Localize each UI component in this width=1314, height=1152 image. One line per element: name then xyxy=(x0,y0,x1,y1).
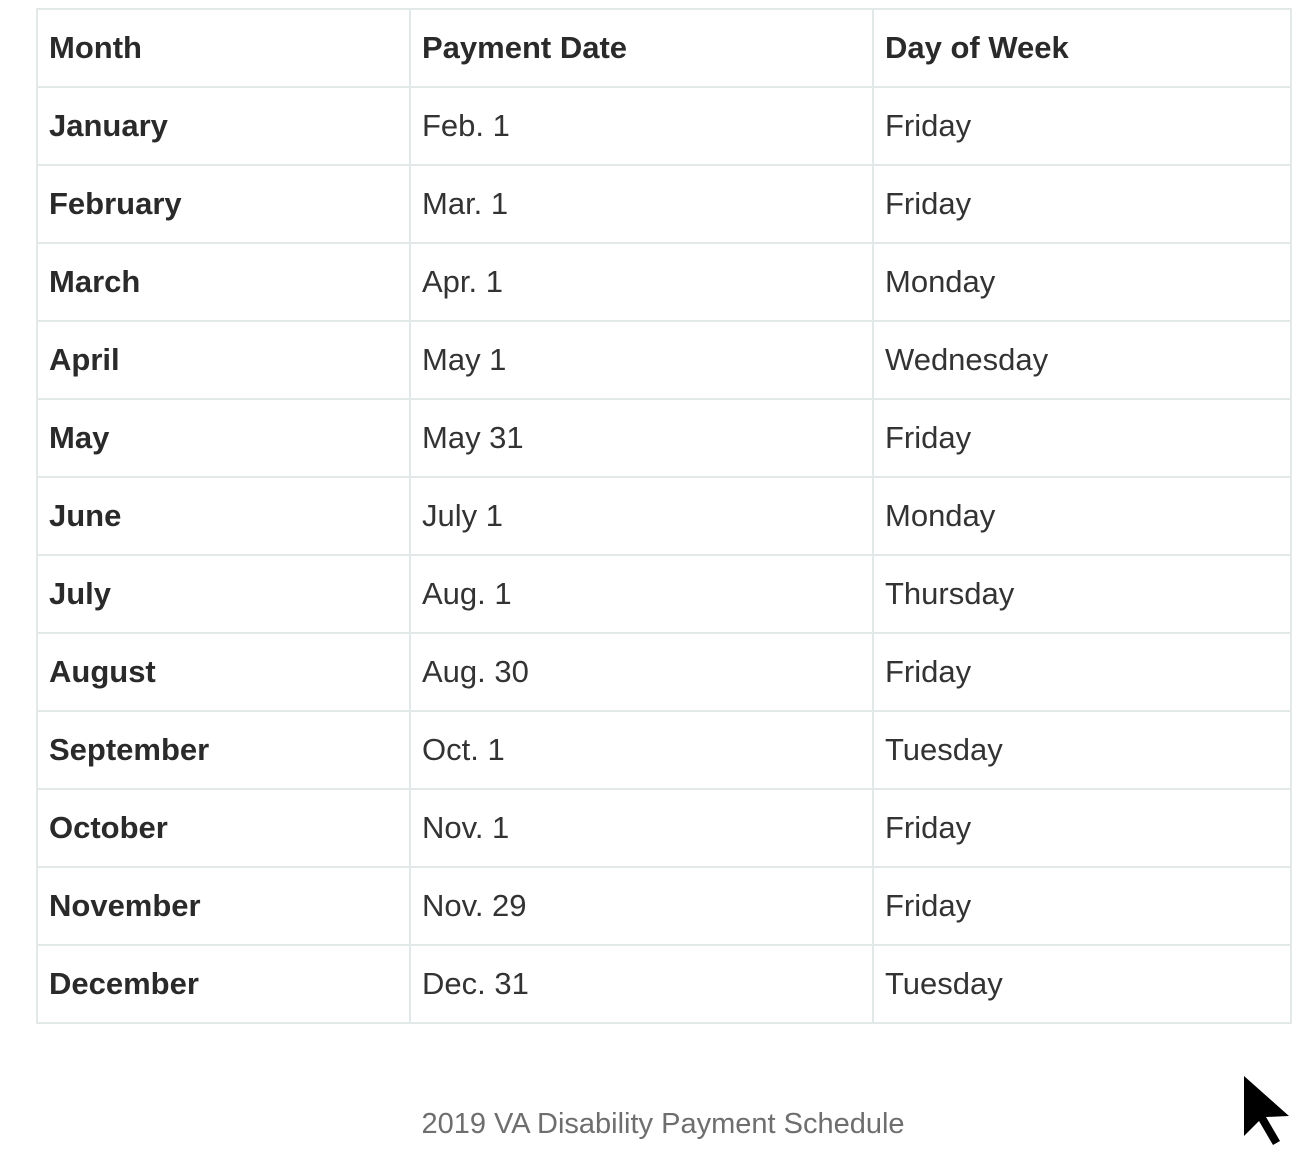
day-of-week-cell: Monday xyxy=(873,243,1291,321)
table-row xyxy=(37,945,1291,1023)
table-row xyxy=(37,399,1291,477)
day-of-week-cell: Friday xyxy=(873,87,1291,165)
payment-schedule-table xyxy=(36,8,1292,1024)
mouse-pointer-icon xyxy=(1232,1060,1314,1152)
month-cell: May xyxy=(37,399,410,477)
month-cell: July xyxy=(37,555,410,633)
header-month: Month xyxy=(37,9,410,87)
day-of-week-cell: Tuesday xyxy=(873,945,1291,1023)
day-of-week-cell: Friday xyxy=(873,399,1291,477)
payment-date-cell: Dec. 31 xyxy=(410,945,873,1023)
payment-date-cell: Nov. 1 xyxy=(410,789,873,867)
month-cell: April xyxy=(37,321,410,399)
month-cell: October xyxy=(37,789,410,867)
day-of-week-cell: Friday xyxy=(873,165,1291,243)
table-row xyxy=(37,633,1291,711)
payment-schedule-table-container xyxy=(36,8,1290,1024)
payment-date-cell: Apr. 1 xyxy=(410,243,873,321)
month-cell: December xyxy=(37,945,410,1023)
table-row xyxy=(37,243,1291,321)
payment-date-cell: Aug. 1 xyxy=(410,555,873,633)
table-row xyxy=(37,711,1291,789)
table-row xyxy=(37,477,1291,555)
day-of-week-cell: Friday xyxy=(873,633,1291,711)
day-of-week-cell: Friday xyxy=(873,867,1291,945)
payment-date-cell: Mar. 1 xyxy=(410,165,873,243)
header-day-of-week: Day of Week xyxy=(873,9,1291,87)
payment-date-cell: Aug. 30 xyxy=(410,633,873,711)
payment-date-cell: July 1 xyxy=(410,477,873,555)
month-cell: November xyxy=(37,867,410,945)
table-row xyxy=(37,789,1291,867)
day-of-week-cell: Thursday xyxy=(873,555,1291,633)
payment-date-cell: May 1 xyxy=(410,321,873,399)
table-row xyxy=(37,165,1291,243)
header-payment-date: Payment Date xyxy=(410,9,873,87)
month-cell: January xyxy=(37,87,410,165)
table-row xyxy=(37,867,1291,945)
month-cell: August xyxy=(37,633,410,711)
month-cell: September xyxy=(37,711,410,789)
table-row xyxy=(37,87,1291,165)
payment-date-cell: Feb. 1 xyxy=(410,87,873,165)
payment-date-cell: Nov. 29 xyxy=(410,867,873,945)
payment-date-cell: May 31 xyxy=(410,399,873,477)
month-cell: February xyxy=(37,165,410,243)
table-row xyxy=(37,555,1291,633)
month-cell: March xyxy=(37,243,410,321)
day-of-week-cell: Tuesday xyxy=(873,711,1291,789)
table-row xyxy=(37,321,1291,399)
day-of-week-cell: Friday xyxy=(873,789,1291,867)
day-of-week-cell: Monday xyxy=(873,477,1291,555)
day-of-week-cell: Wednesday xyxy=(873,321,1291,399)
payment-date-cell: Oct. 1 xyxy=(410,711,873,789)
month-cell: June xyxy=(37,477,410,555)
table-caption: 2019 VA Disability Payment Schedule xyxy=(421,1108,905,1140)
table-header-row xyxy=(37,9,1291,87)
